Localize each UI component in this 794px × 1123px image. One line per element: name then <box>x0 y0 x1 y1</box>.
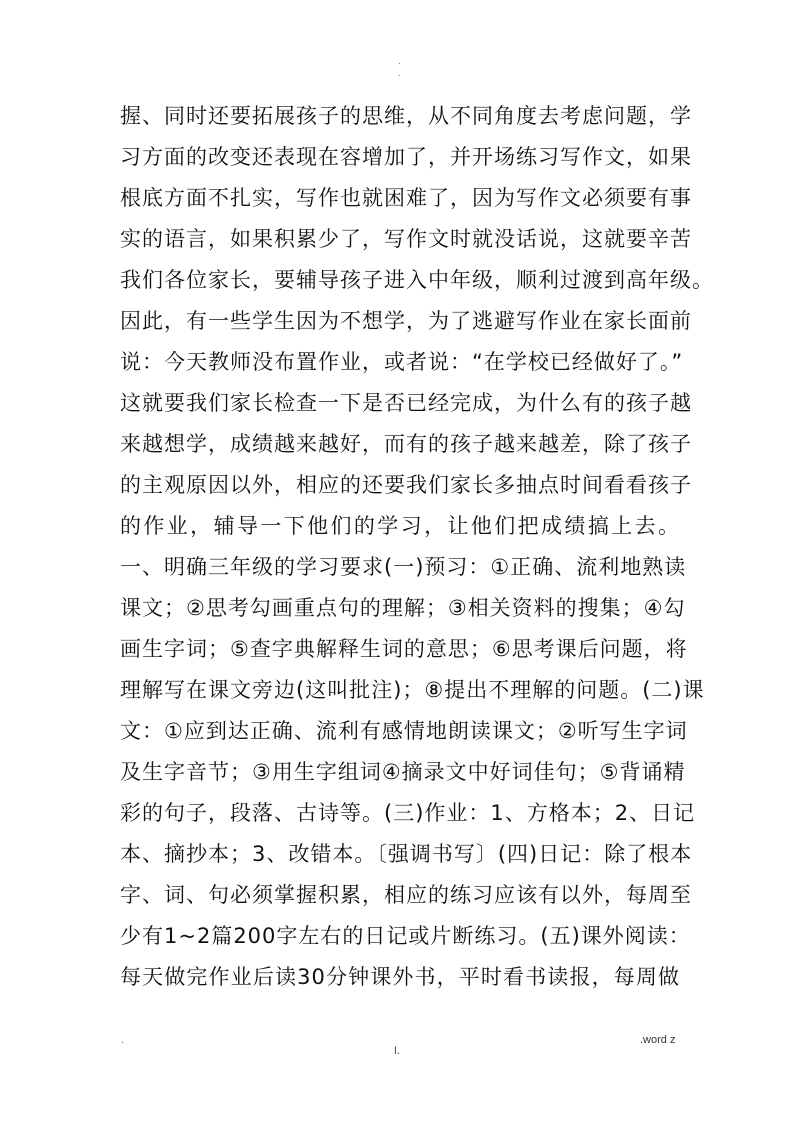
text-line: 说：今天教师没布置作业，或者说：“在学校已经做好了。” <box>120 350 684 374</box>
text-line: 少有1~2篇200字左右的日记或片断练习。(五)课外阅读： <box>120 924 691 948</box>
text-line: 画生字词；⑤查字典解释生词的意思；⑥思考课后问题，将 <box>120 637 688 661</box>
text-line: 握、同时还要拓展孩子的思维，从不同角度去考虑问题，学 <box>120 104 692 128</box>
text-line: 习方面的改变还表现在容增加了，并开场练习写作文，如果 <box>120 145 692 169</box>
text-line: 的作业，辅导一下他们的学习，让他们把成绩搞上去。 <box>120 514 680 538</box>
page-number: l. <box>394 1046 400 1057</box>
text-line: 及生字音节；③用生字组词④摘录文中好词佳句；⑤背诵精 <box>120 760 686 784</box>
header-dot: . <box>398 69 401 78</box>
text-line: 来越想学，成绩越来越好，而有的孩子越来越差，除了孩子 <box>120 432 692 456</box>
text-line: 本、摘抄本；3、改错本。〔强调书写〕(四)日记：除了根本 <box>120 842 693 866</box>
text-line: 的主观原因以外，相应的还要我们家长多抽点时间看看孩子 <box>120 473 692 497</box>
text-line: 我们各位家长，要辅导孩子进入中年级，顺利过渡到高年级。 <box>120 268 714 292</box>
text-line: 每天做完作业后读30分钟课外书，平时看书读报，每周做 <box>120 965 680 989</box>
text-line: 课文；②思考勾画重点句的理解；③相关资料的搜集；④勾 <box>120 596 686 620</box>
text-line: 字、词、句必须掌握积累，相应的练习应该有以外，每周至 <box>120 883 692 907</box>
text-line: 一、明确三年级的学习要求(一)预习：①正确、流利地熟读 <box>120 555 687 579</box>
footer-label: .word z <box>640 1034 676 1046</box>
text-line: 实的语言，如果积累少了，写作文时就没话说，这就要辛苦 <box>120 227 692 251</box>
text-line: 因此，有一些学生因为不想学，为了逃避写作业在家长面前 <box>120 309 692 333</box>
text-line: 理解写在课文旁边(这叫批注)；⑧提出不理解的问题。(二)课 <box>120 678 705 702</box>
header-dot: . <box>398 57 401 66</box>
text-line: 根底方面不扎实，写作也就困难了，因为写作文必须要有事 <box>120 186 692 210</box>
header-marks <box>398 58 400 82</box>
text-line: 彩的句子，段落、古诗等。(三)作业：1、方格本；2、日记 <box>120 801 696 825</box>
body-text <box>120 96 714 998</box>
text-line: 这就要我们家长检查一下是否已经完成，为什么有的孩子越 <box>120 391 692 415</box>
text-line: 文：①应到达正确、流利有感情地朗读课文；②听写生字词 <box>120 719 688 743</box>
footer-left-mark: . <box>121 1036 124 1046</box>
